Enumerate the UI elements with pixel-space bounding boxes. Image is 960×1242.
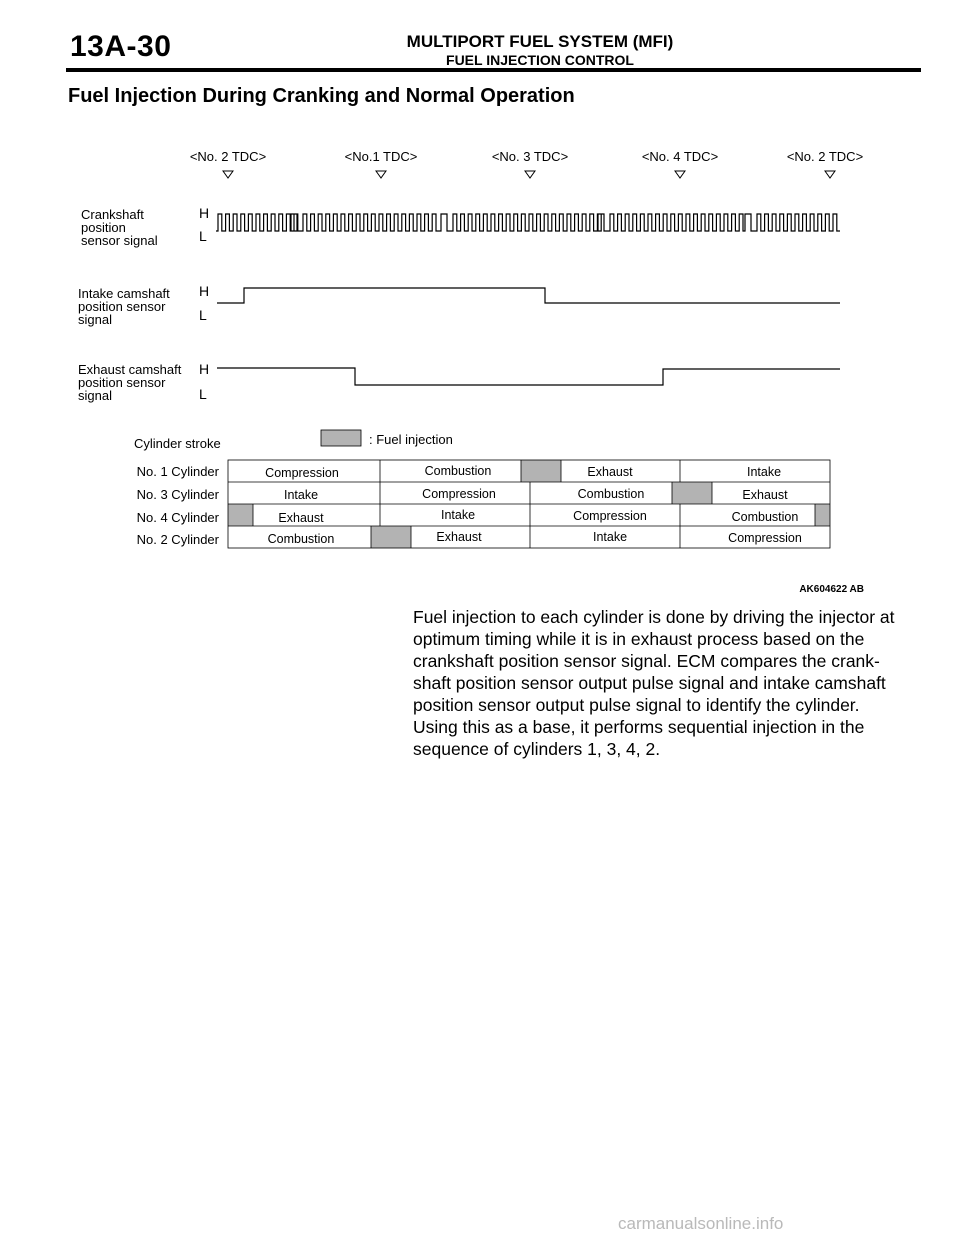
tdc-triangle-icon: [376, 171, 386, 178]
stroke-cell: Intake: [746, 465, 782, 479]
exhaust-high-label: H: [199, 361, 210, 377]
intake-high-label: H: [199, 283, 210, 299]
injection-timing-diagram: [0, 0, 960, 600]
exhaust-cam-signal-label: Exhaust camshaft position sensor signal: [78, 362, 182, 403]
cylinder-label: No. 4 Cylinder: [136, 510, 219, 525]
body-line: shaft position sensor output pulse signal and intake camshaft: [413, 673, 886, 693]
tdc-triangle-icon: [223, 171, 233, 178]
cylinder-label: No. 3 Cylinder: [136, 487, 219, 502]
header-subtitle: FUEL INJECTION CONTROL: [446, 52, 634, 68]
body-line: Using this as a base, it performs sequential injection in the: [413, 717, 865, 737]
fuel-injection-cell: [815, 504, 830, 526]
fuel-injection-cell: [521, 460, 561, 482]
body-line: Fuel injection to each cylinder is done by driving the injector at: [413, 607, 895, 627]
intake-cam-signal-label: Intake camshaft position sensor signal: [78, 286, 170, 327]
header-title: MULTIPORT FUEL SYSTEM (MFI): [406, 32, 674, 51]
stroke-cell: Compression: [728, 531, 802, 545]
stroke-cell: Compression: [422, 487, 496, 501]
tdc-triangle-icon: [825, 171, 835, 178]
tdc-label: <No. 3 TDC>: [491, 149, 569, 164]
stroke-cell: Intake: [283, 488, 319, 502]
tdc-label: <No.1 TDC>: [344, 149, 418, 164]
tdc-label: <No. 2 TDC>: [786, 149, 864, 164]
cylinder-stroke-label: Cylinder stroke: [134, 436, 221, 451]
cylinder-label: No. 2 Cylinder: [136, 532, 219, 547]
body-line: crankshaft position sensor signal. ECM compares the crank-: [413, 651, 880, 671]
body-line: sequence of cylinders 1, 3, 4, 2.: [413, 739, 661, 759]
crankshaft-signal-label: Crankshaft position sensor signal: [81, 207, 158, 248]
intake-low-label: L: [199, 307, 207, 323]
stroke-cell: Intake: [440, 508, 476, 522]
fuel-injection-cell: [228, 504, 253, 526]
figure-code: AK604622 AB: [799, 584, 864, 595]
exhaust-low-label: L: [199, 386, 207, 402]
exhaust-cam-signal-waveform: [217, 368, 840, 385]
cylinder-label: No. 1 Cylinder: [136, 464, 219, 479]
tdc-label: <No. 4 TDC>: [641, 149, 719, 164]
body-line: position sensor output pulse signal to identify the cylinder.: [413, 695, 860, 715]
stroke-cell: Compression: [573, 509, 647, 523]
stroke-cell: Exhaust: [587, 465, 633, 479]
stroke-cell: Combustion: [577, 487, 645, 501]
stroke-cell: Combustion: [424, 464, 492, 478]
tdc-triangle-icon: [525, 171, 535, 178]
crank-low-label: L: [199, 228, 207, 244]
fuel-injection-legend-label: : Fuel injection: [369, 432, 453, 447]
crankshaft-signal-waveform: [216, 214, 840, 231]
crank-high-label: H: [199, 205, 210, 221]
page-number: 13A-30: [70, 30, 172, 63]
fuel-injection-cell: [371, 526, 411, 548]
section-heading: Fuel Injection During Cranking and Normal Operation: [68, 85, 575, 107]
body-paragraph: [413, 606, 903, 760]
tdc-markers: [190, 149, 863, 164]
tdc-label: <No. 2 TDC>: [189, 149, 267, 164]
tdc-triangles: [223, 171, 835, 178]
footer-watermark[interactable]: carmanualsonline.info: [618, 1214, 784, 1233]
stroke-cell: Intake: [592, 530, 628, 544]
stroke-cell: Exhaust: [742, 488, 788, 502]
tdc-triangle-icon: [675, 171, 685, 178]
stroke-cell: Exhaust: [436, 530, 482, 544]
fuel-injection-cell: [672, 482, 712, 504]
body-line: optimum timing while it is in exhaust process based on the: [413, 629, 865, 649]
fuel-injection-legend-swatch: [321, 430, 361, 446]
stroke-cell: Exhaust: [278, 511, 324, 525]
stroke-cell: Compression: [265, 466, 339, 480]
stroke-cell: Combustion: [267, 532, 335, 546]
intake-cam-signal-waveform: [217, 288, 840, 303]
stroke-cell: Combustion: [731, 510, 799, 524]
